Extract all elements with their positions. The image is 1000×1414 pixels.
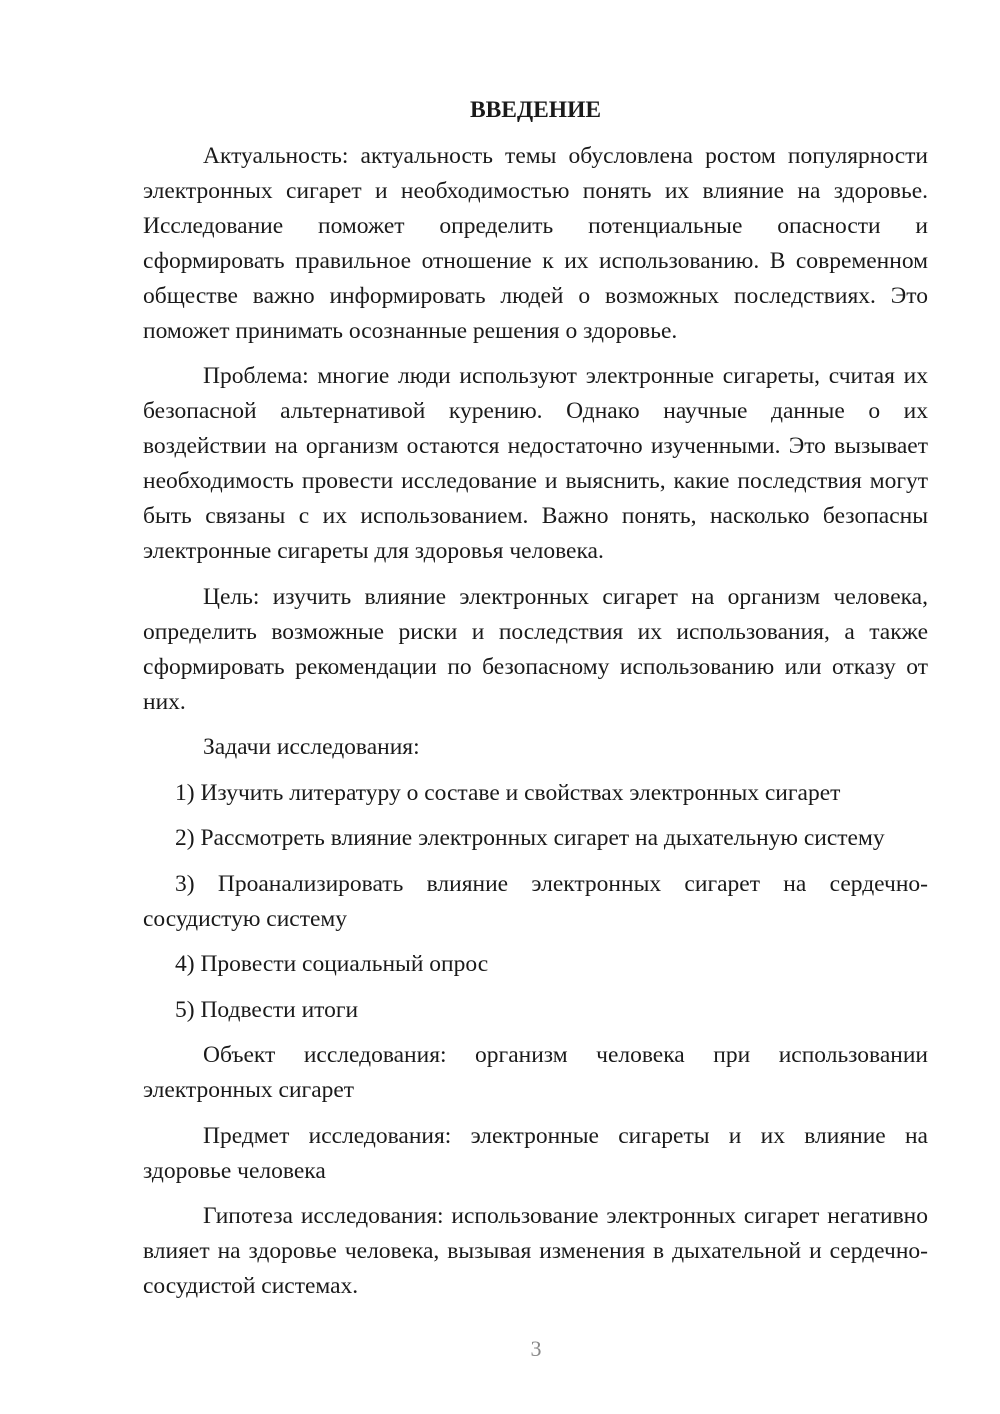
- paragraph-object: Объект исследования: организм человека при использовании электронных сигарет: [143, 1042, 928, 1103]
- tasks-heading: Задачи исследования:: [203, 734, 420, 760]
- paragraph-subject: Предмет исследования: электронные сигареты и их влияние на здоровье человека: [143, 1122, 928, 1184]
- paragraph-relevance: Актуальность: актуальность темы обусловлена ростом популярности электронных сигарет и необходимостью понять их влияние на здоровье. Исследование поможет определить потенциальные опасности и сформировать правильное отношение к их использованию. В современном обществе важно информировать людей о возможных последствиях. Это поможет принимать осознанные решения о здоровье.: [143, 142, 928, 344]
- task-item: 5) Подвести итоги: [175, 996, 359, 1023]
- paragraph-goal: Цель: изучить влияние электронных сигарет на организм человека, определить возможные риски и последствия их использования, а также сформировать рекомендации по безопасному использованию или отказу от них.: [143, 583, 928, 715]
- paragraph-problem: Проблема: многие люди используют электронные сигареты, считая их безопасной альтернативой курению. Однако научные данные о их воздействии на организм остаются недостаточно изученными. Это вызывает необходимость провести исследование и выяснить, какие последствия могут быть связаны с их использованием. Важно понять, насколько безопасны электронные сигареты для здоровья человека.: [143, 363, 928, 564]
- paragraph-hypothesis: Гипотеза исследования: использование электронных сигарет негативно влияет на здоровье человека, вызывая изменения в дыхательной и сердечно-сосудистой системах.: [143, 1203, 928, 1299]
- task-item: 1) Изучить литературу о составе и свойствах электронных сигарет: [175, 779, 841, 806]
- page-content: [143, 93, 928, 1304]
- task-item: 2) Рассмотреть влияние электронных сигарет на дыхательную систему: [175, 825, 885, 851]
- page-number: 3: [530, 1336, 542, 1361]
- task-item: 4) Провести социальный опрос: [175, 951, 489, 977]
- task-item: 3) Проанализировать влияние электронных сигарет на сердечно-сосудистую систему: [143, 870, 928, 932]
- page-title: ВВЕДЕНИЕ: [469, 97, 602, 123]
